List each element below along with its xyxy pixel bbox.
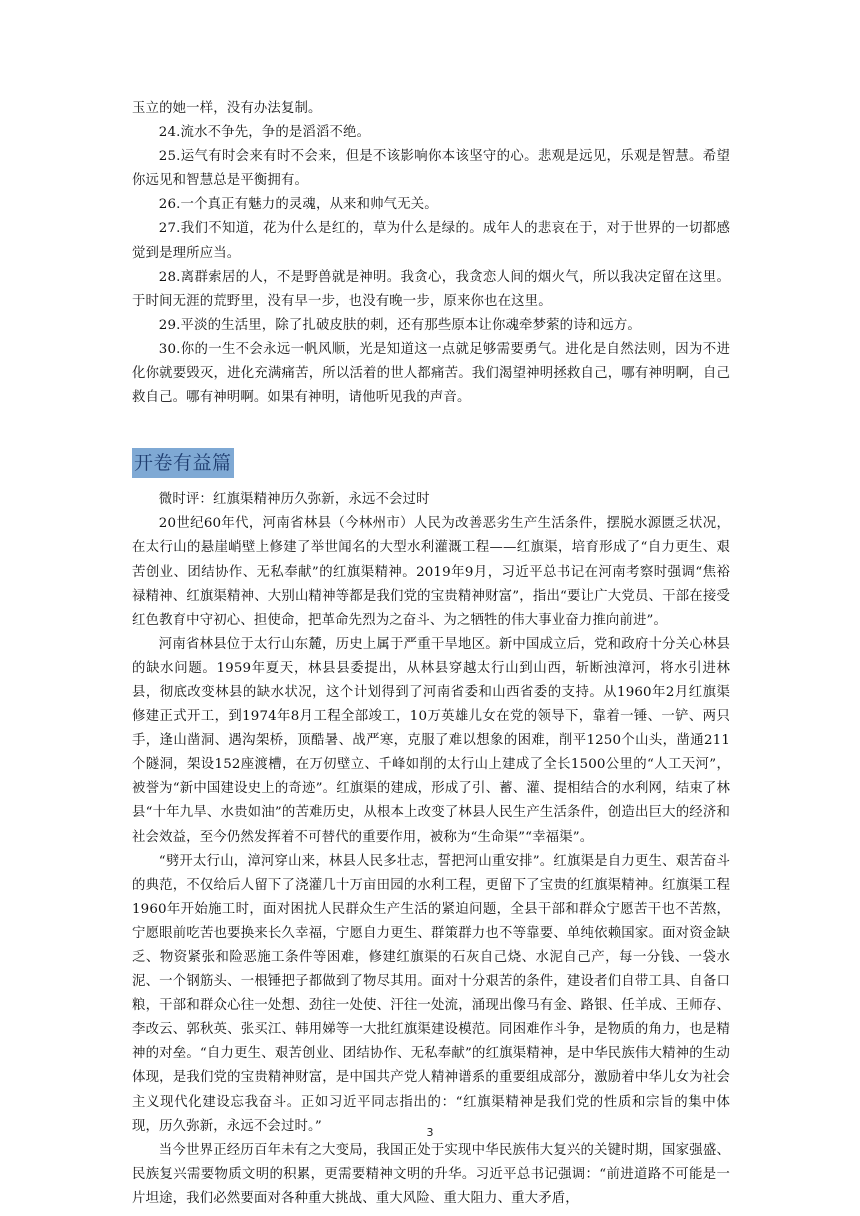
quote-24: 24.流水不争先，争的是滔滔不绝。: [158, 125, 371, 141]
quote-26: 26.一个真正有魅力的灵魂，从来和帅气无关。: [158, 197, 438, 213]
section-heading: [132, 448, 730, 484]
page-content: [132, 97, 730, 1211]
quote-29: 29.平淡的生活里，除了扎破皮肤的刺，还有那些原本让你魂牵梦萦的诗和远方。: [158, 317, 641, 333]
quote-28: 28.离群索居的人，不是野兽就是神明。我贪心，我贪恋人间的烟火气，所以我决定留在这里。于时间无涯的荒野里，没有早一步，也没有晚一步，原来你也在这里。: [132, 269, 730, 309]
page-number: 3: [426, 1126, 434, 1139]
article-paragraph: 20世纪60年代，河南省林县（今林州市）人民为改善恶劣生产生活条件，摆脱水源匮乏状况，在太行山的悬崖峭壁上修建了举世闻名的大型水利灌溉工程——红旗渠，培育形成了“自力更生、艰苦创业、团结协作、无私奉献”的红旗渠精神。2019年9月，习近平总书记在河南考察时强调“焦裕禄精神、红旗渠精神、大别山精神等都是我们党的宝贵精神财富”，指出“要让广大党员、干部在接受红色教育中守初心、担使命，把革命先烈为之奋斗、为之牺牲的伟大事业奋力推向前进”。: [132, 516, 730, 628]
article-subtitle: 微时评：红旗渠精神历久弥新，永远不会过时: [158, 492, 430, 508]
continued-text: 玉立的她一样，没有办法复制。: [132, 101, 322, 116]
quote-25: 25.运气有时会来有时不会来，但是不该影响你本该坚守的心。悲观是远见，乐观是智慧。希望你远见和智慧总是平衡拥有。: [132, 149, 730, 189]
article-paragraph: “劈开太行山，漳河穿山来，林县人民多壮志，誓把河山重安排”。红旗渠是自力更生、艰苦奋斗的典范，不仅给后人留下了浇灌几十万亩田园的水利工程，更留下了宝贵的红旗渠精神。红旗渠工程1960年开始施工时，面对困扰人民群众生产生活的紧迫问题，全县干部和群众宁愿苦干也不苦熬，宁愿眼前吃苦也要换来长久幸福，宁愿自力更生、群策群力也不等靠要、单纯依赖国家。面对资金缺乏、物资紧张和险恶施工条件等困难，修建红旗渠的石灰自己烧、水泥自己产，每一分钱、一袋水泥、一个钢筋头、一根锤把子都做到了物尽其用。面对十分艰苦的条件，建设者们自带工具、自备口粮，干部和群众心往一处想、劲往一处使、汗往一处流，涌现出像马有金、路银、任羊成、王师存、李改云、郭秋英、张买江、韩用娣等一大批红旗渠建设模范。同困难作斗争，是物质的角力，也是精神的对垒。“自力更生、艰苦创业、团结协作、无私奉献”的红旗渠精神，是中华民族伟大精神的生动体现，是我们党的宝贵精神财富，是中国共产党人精神谱系的重要组成部分，激励着中华儿女为社会主义现代化建设忘我奋斗。正如习近平同志指出的：“红旗渠精神是我们党的性质和宗旨的集中体现，历久弥新，永远不会过时。”: [132, 853, 730, 1134]
quote-27: 27.我们不知道，花为什么是红的，草为什么是绿的。成年人的悲哀在于，对于世界的一切都感觉到是理所应当。: [132, 221, 730, 261]
article-paragraph: 当今世界正经历百年未有之大变局，我国正处于实现中华民族伟大复兴的关键时期，国家强盛、民族复兴需要物质文明的积累，更需要精神文明的升华。习近平总书记强调：“前进道路不可能是一片坦途，我们必然要面对各种重大挑战、重大风险、重大阻力、重大矛盾，: [132, 1142, 730, 1206]
article-paragraph: 河南省林县位于太行山东麓，历史上属于严重干旱地区。新中国成立后，党和政府十分关心林县的缺水问题。1959年夏天，林县县委提出，从林县穿越太行山到山西，斩断浊漳河，将水引进林县，彻底改变林县的缺水状况，这个计划得到了河南省委和山西省委的支持。从1960年2月红旗渠修建正式开工，到1974年8月工程全部竣工，10万英雄儿女在党的领导下，靠着一锤、一铲、两只手，逢山凿洞、遇沟架桥，顶酷暑、战严寒，克服了难以想象的困难，削平1250个山头，凿通211个隧洞，架设152座渡槽，在万仞壁立、千峰如削的太行山上建成了全长1500公里的“人工天河”，被誉为“新中国建设史上的奇迹”。红旗渠的建成，形成了引、蓄、灌、提相结合的水利网，结束了林县“十年九旱、水贵如油”的苦难历史，从根本上改变了林县人民生产生活条件，创造出巨大的经济和社会效益，至今仍然发挥着不可替代的重要作用，被称为“生命渠”“幸福渠”。: [132, 636, 730, 845]
section-heading-text: 开卷有益篇: [132, 448, 234, 478]
quote-30: 30.你的一生不会永远一帆风顺，光是知道这一点就足够需要勇气。进化是自然法则，因为不进化你就要毁灭，进化充满痛苦，所以活着的世人都痛苦。我们渴望神明拯救自己，哪有神明啊，自己救自己。哪有神明啊。如果有神明，请他听见我的声音。: [132, 341, 730, 406]
